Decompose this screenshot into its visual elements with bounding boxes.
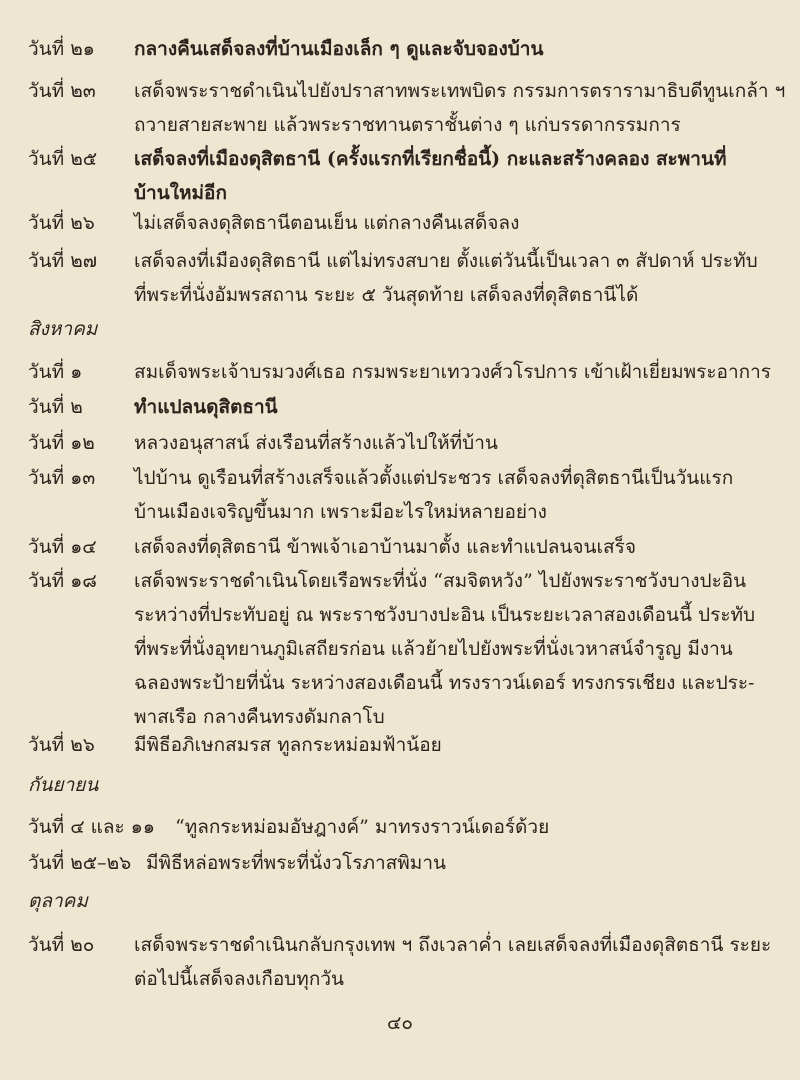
entry-date: วันที่ ๒๕ xyxy=(28,148,98,170)
entry-text-line: ระหว่างที่ประทับอยู่ ณ พระราชวังบางปะอิน เป็นระยะเวลาสองเดือนนี้ ประทับ xyxy=(134,604,756,626)
entry-text-line: หลวงอนุสาสน์ ส่งเรือนที่สร้างแล้วไปให้ที่บ้าน xyxy=(134,432,498,454)
entry-text-line: ไปบ้าน ดูเรือนที่สร้างเสร็จแล้วตั้งแต่ประชวร เสด็จลงที่ดุสิตธานีเป็นวันแรก xyxy=(134,467,734,489)
entry-text-line: ที่พระที่นั่งอัมพรสถาน ระยะ ๕ วันสุดท้าย เสด็จลงที่ดุสิตธานีได้ xyxy=(134,284,639,306)
entry-text-line: ที่พระที่นั่งอุทยานภูมิเสถียรก่อน แล้วย้ายไปยังพระที่นั่งเวหาสน์จำรูญ มีงาน xyxy=(134,638,733,660)
entry-date: วันที่ ๒ xyxy=(28,396,83,418)
entry-text-line: เสด็จลงที่ดุสิตธานี ข้าพเจ้าเอาบ้านมาตั้ง และทำแปลนจนเสร็จ xyxy=(134,536,636,558)
entry-text-line: ฉลองพระป้ายที่นั่น ระหว่างสองเดือนนี้ ทรงราวน์เดอร์ ทรงกรรเชียง และประ- xyxy=(134,672,755,694)
entry-text-line: เสด็จพระราชดำเนินกลับกรุงเทพ ฯ ถึงเวลาค่ำ เลยเสด็จลงที่เมืองดุสิตธานี ระยะ xyxy=(134,934,772,956)
entry-text-line: เสด็จพระราชดำเนินโดยเรือพระที่นั่ง “สมจิตหวัง” ไปยังพระราชวังบางปะอิน xyxy=(134,570,747,592)
month-heading: ตุลาคม xyxy=(28,890,88,912)
entry-text-line: ถวายสายสะพาย แล้วพระราชทานตราชั้นต่าง ๆ แก่บรรดากรรมการ xyxy=(134,114,681,136)
entry-date: วันที่ ๒๓ xyxy=(28,80,96,102)
entry-text-line: พาสเรือ กลางคืนทรงดัมกลาโบ xyxy=(134,706,385,728)
entry-text-line: สมเด็จพระเจ้าบรมวงศ์เธอ กรมพระยาเทววงศ์วโรปการ เข้าเฝ้าเยี่ยมพระอาการ xyxy=(134,361,772,383)
entry-date: วันที่ ๑๘ xyxy=(28,570,97,592)
entry-date: วันที่ ๒๕–๒๖ xyxy=(28,852,132,874)
entry-text-line: บ้านเมืองเจริญขึ้นมาก เพราะมีอะไรใหม่หลายอย่าง xyxy=(134,501,547,523)
entry-text-line: มีพิธีหล่อพระที่พระที่นั่งวโรภาสพิมาน xyxy=(146,852,446,874)
entry-text-line: เสด็จพระราชดำเนินไปยังปราสาทพระเทพบิดร กรรมการตรารามาธิบดีทูนเกล้า ฯ xyxy=(134,80,786,102)
entry-date: วันที่ ๒๗ xyxy=(28,250,98,272)
entry-date: วันที่ ๒๖ xyxy=(28,734,95,756)
entry-text-line: เสด็จลงที่เมืองดุสิตธานี แต่ไม่ทรงสบาย ตั้งแต่วันนี้เป็นเวลา ๓ สัปดาห์ ประทับ xyxy=(134,250,758,272)
entry-text-line: มีพิธีอภิเษกสมรส ทูลกระหม่อมฟ้าน้อย xyxy=(134,734,442,756)
entry-date: วันที่ ๑ xyxy=(28,361,83,383)
entry-date: วันที่ ๑๓ xyxy=(28,467,96,489)
entry-date: วันที่ ๒๑ xyxy=(28,38,95,60)
entry-date: วันที่ ๑๔ xyxy=(28,536,97,558)
month-heading: กันยายน xyxy=(28,774,99,796)
entry-text-line: ทำแปลนดุสิตธานี xyxy=(134,396,278,418)
entry-text-line: เสด็จลงที่เมืองดุสิตธานี (ครั้งแรกที่เรียกชื่อนี้) กะและสร้างคลอง สะพานที่ xyxy=(134,148,727,170)
entry-text-line: ไม่เสด็จลงดุสิตธานีตอนเย็น แต่กลางคืนเสด็จลง xyxy=(134,212,520,234)
entry-text-line: “ทูลกระหม่อมอัษฎางค์” มาทรงราวน์เดอร์ด้วย xyxy=(175,816,550,838)
entry-date: วันที่ ๑๒ xyxy=(28,432,95,454)
entry-text-line: บ้านใหม่อีก xyxy=(134,182,227,204)
month-heading: สิงหาคม xyxy=(28,318,98,340)
entry-text-line: ต่อไปนี้เสด็จลงเกือบทุกวัน xyxy=(134,968,344,990)
page-number: ๔๐ xyxy=(387,1012,413,1034)
entry-date: วันที่ ๔ และ ๑๑ xyxy=(28,816,155,838)
entry-date: วันที่ ๒๐ xyxy=(28,934,95,956)
entry-text-line: กลางคืนเสด็จลงที่บ้านเมืองเล็ก ๆ ดูและจับจองบ้าน xyxy=(134,38,544,60)
entry-date: วันที่ ๒๖ xyxy=(28,212,95,234)
